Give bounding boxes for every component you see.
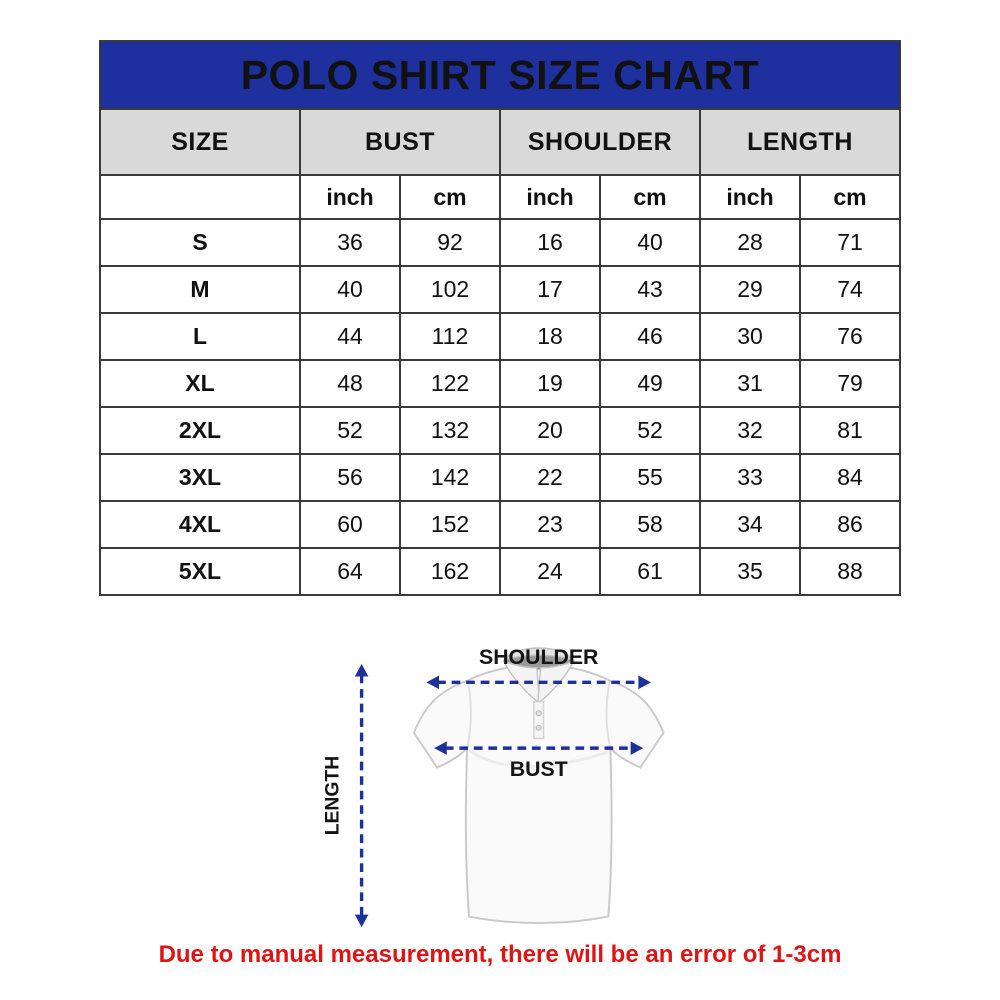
length-label: LENGTH <box>321 755 344 836</box>
measurement-value: 48 <box>300 360 400 407</box>
table-row <box>100 219 900 266</box>
unit-header-empty <box>100 175 300 219</box>
measurement-value: 46 <box>600 313 700 360</box>
length-arrowhead-bottom <box>355 915 369 928</box>
measurement-disclaimer: Due to manual measurement, there will be an error of 1-3cm <box>158 941 842 968</box>
measurement-value: 44 <box>300 313 400 360</box>
measurement-value: 102 <box>400 266 500 313</box>
unit-header: inch <box>700 175 800 219</box>
measurement-value: 40 <box>300 266 400 313</box>
size-chart-table <box>99 40 901 596</box>
table-row <box>100 360 900 407</box>
measurement-value: 122 <box>400 360 500 407</box>
unit-header: inch <box>500 175 600 219</box>
measurement-value: 28 <box>700 219 800 266</box>
unit-header: cm <box>800 175 900 219</box>
table-row <box>100 313 900 360</box>
measurement-value: 86 <box>800 501 900 548</box>
table-row <box>100 407 900 454</box>
measurement-value: 52 <box>300 407 400 454</box>
table-row <box>100 266 900 313</box>
measurement-value: 18 <box>500 313 600 360</box>
measurement-value: 49 <box>600 360 700 407</box>
measurement-value: 43 <box>600 266 700 313</box>
column-header-row <box>100 109 900 175</box>
measurement-value: 92 <box>400 219 500 266</box>
measurement-value: 142 <box>400 454 500 501</box>
button-placket <box>534 702 544 739</box>
measurement-value: 60 <box>300 501 400 548</box>
measurement-value: 22 <box>500 454 600 501</box>
table-row <box>100 454 900 501</box>
measurement-value: 61 <box>600 548 700 595</box>
size-label: 4XL <box>100 501 300 548</box>
measurement-value: 81 <box>800 407 900 454</box>
measurement-value: 71 <box>800 219 900 266</box>
measurement-value: 30 <box>700 313 800 360</box>
measurement-value: 132 <box>400 407 500 454</box>
unit-header: cm <box>600 175 700 219</box>
measurement-value: 40 <box>600 219 700 266</box>
button <box>536 711 541 716</box>
polo-shirt-illustration <box>305 632 695 932</box>
size-label: L <box>100 313 300 360</box>
table-row <box>100 501 900 548</box>
measurement-diagram <box>305 632 695 937</box>
measurement-value: 58 <box>600 501 700 548</box>
measurement-value: 29 <box>700 266 800 313</box>
measurement-value: 23 <box>500 501 600 548</box>
measurement-value: 112 <box>400 313 500 360</box>
column-header-length: LENGTH <box>700 109 900 175</box>
size-label: 5XL <box>100 548 300 595</box>
measurement-value: 17 <box>500 266 600 313</box>
measurement-value: 52 <box>600 407 700 454</box>
chart-title: POLO SHIRT SIZE CHART <box>100 41 900 109</box>
measurement-value: 20 <box>500 407 600 454</box>
unit-header: cm <box>400 175 500 219</box>
measurement-value: 34 <box>700 501 800 548</box>
measurement-value: 79 <box>800 360 900 407</box>
measurement-value: 35 <box>700 548 800 595</box>
shoulder-label: SHOULDER <box>478 644 599 669</box>
table-row <box>100 548 900 595</box>
size-label: S <box>100 219 300 266</box>
measurement-value: 31 <box>700 360 800 407</box>
measurement-value: 84 <box>800 454 900 501</box>
measurement-value: 88 <box>800 548 900 595</box>
unit-header-row <box>100 175 900 219</box>
measurement-value: 36 <box>300 219 400 266</box>
size-label: M <box>100 266 300 313</box>
column-header-bust: BUST <box>300 109 500 175</box>
measurement-value: 16 <box>500 219 600 266</box>
shoulder-arrowhead-left <box>426 676 439 690</box>
button <box>536 725 541 730</box>
unit-header: inch <box>300 175 400 219</box>
measurement-value: 76 <box>800 313 900 360</box>
size-label: XL <box>100 360 300 407</box>
measurement-value: 19 <box>500 360 600 407</box>
measurement-value: 55 <box>600 454 700 501</box>
length-arrowhead-top <box>355 664 369 677</box>
measurement-value: 162 <box>400 548 500 595</box>
shoulder-arrowhead-right <box>638 676 651 690</box>
title-banner-row <box>100 41 900 109</box>
column-header-shoulder: SHOULDER <box>500 109 700 175</box>
measurement-value: 24 <box>500 548 600 595</box>
measurement-value: 56 <box>300 454 400 501</box>
column-header-size: SIZE <box>100 109 300 175</box>
bust-label: BUST <box>509 757 568 782</box>
measurement-value: 74 <box>800 266 900 313</box>
measurement-value: 152 <box>400 501 500 548</box>
size-label: 3XL <box>100 454 300 501</box>
size-label: 2XL <box>100 407 300 454</box>
measurement-value: 32 <box>700 407 800 454</box>
measurement-value: 33 <box>700 454 800 501</box>
measurement-value: 64 <box>300 548 400 595</box>
